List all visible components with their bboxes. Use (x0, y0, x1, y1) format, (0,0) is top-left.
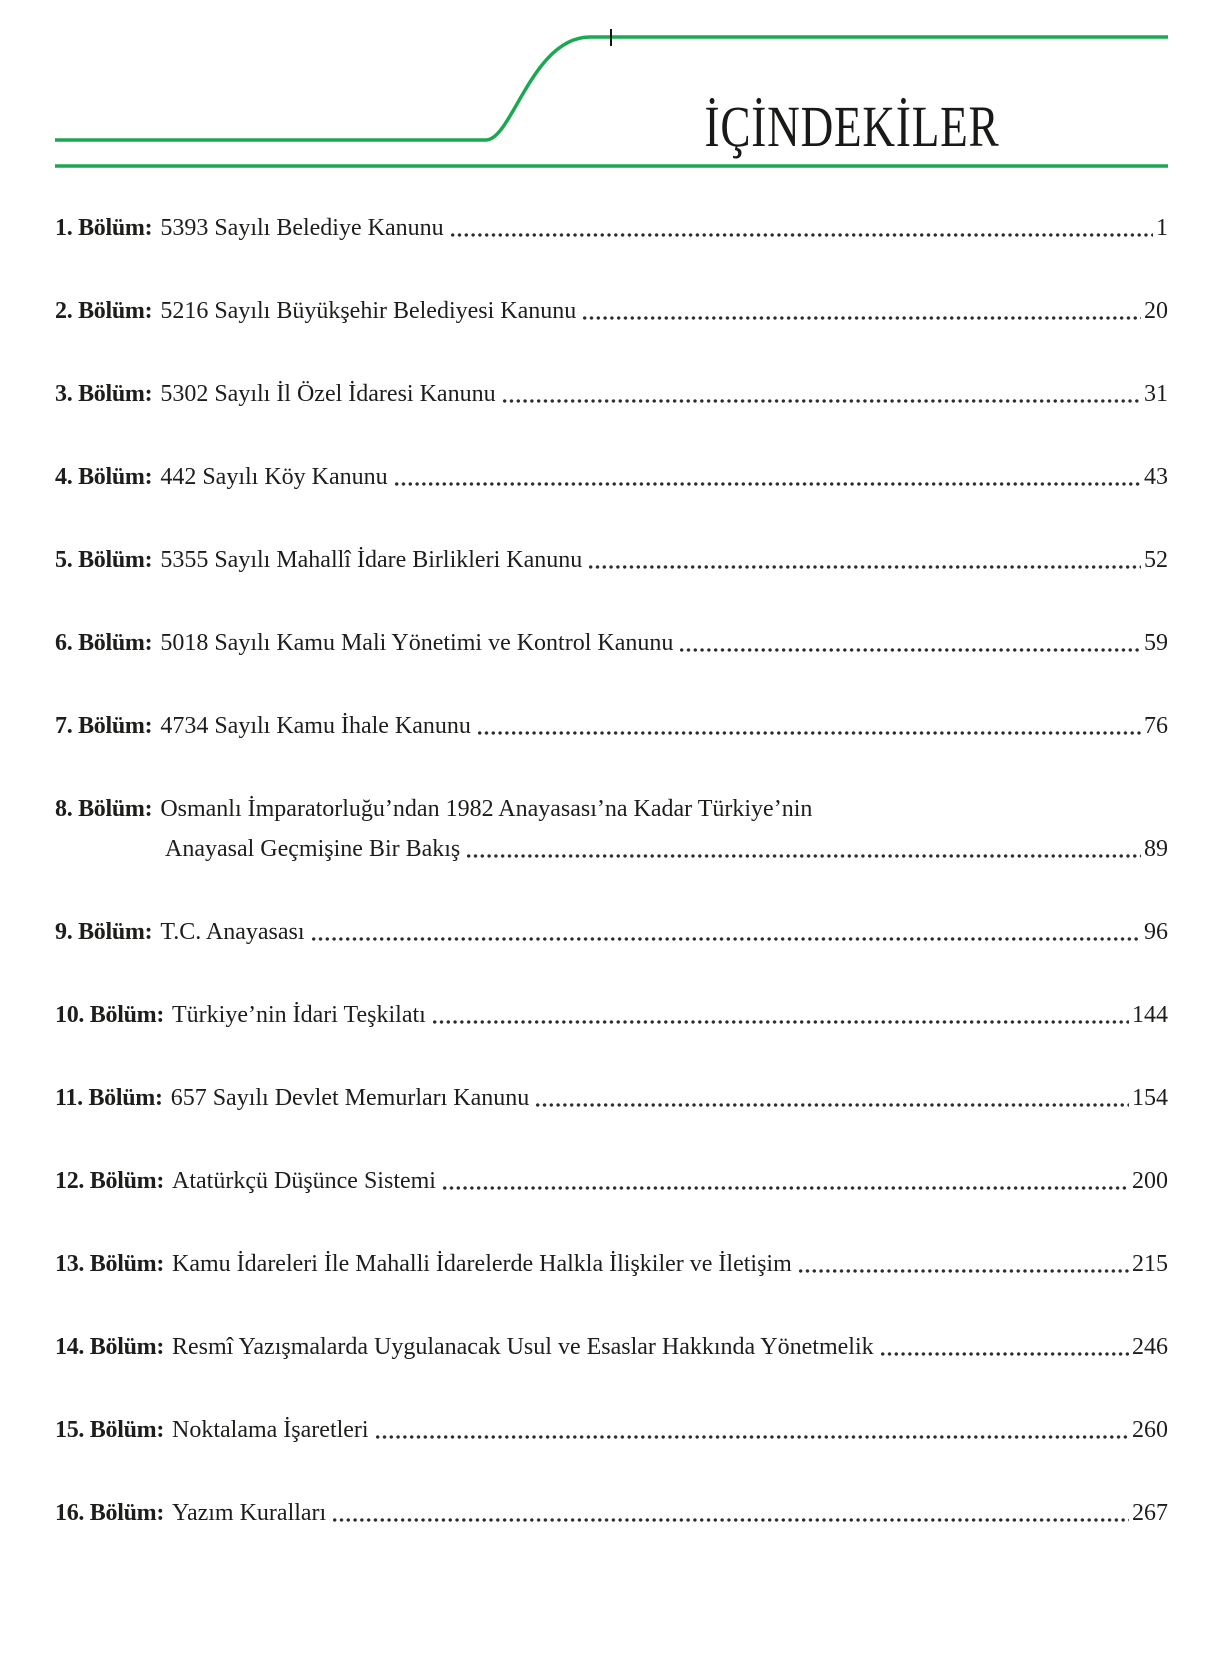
toc-entry-line1 (55, 1333, 1168, 1361)
entry-label: 1. Bölüm: (55, 215, 153, 241)
dot-leader (881, 1352, 1129, 1356)
toc-entry-line1 (55, 214, 1168, 242)
toc-entry (55, 629, 1168, 657)
entry-title: 5355 Sayılı Mahallî İdare Birlikleri Kanunu (160, 547, 583, 573)
entry-page-number: 89 (1144, 836, 1168, 862)
toc-entry-line1 (55, 1499, 1168, 1527)
toc-entry-line1 (55, 1084, 1168, 1112)
toc-entry (55, 712, 1168, 740)
entry-label: 7. Bölüm: (55, 713, 153, 739)
entry-title: 5018 Sayılı Kamu Mali Yönetimi ve Kontrol Kanunu (160, 630, 674, 656)
entry-page-number: 154 (1132, 1085, 1168, 1111)
toc-entry-line1 (55, 1167, 1168, 1195)
entry-title: 4734 Sayılı Kamu İhale Kanunu (160, 713, 471, 739)
dot-leader (478, 731, 1141, 735)
dot-leader (589, 565, 1141, 569)
entry-page-number: 59 (1144, 630, 1168, 656)
entry-label: 4. Bölüm: (55, 464, 153, 490)
entry-label: 2. Bölüm: (55, 298, 153, 324)
toc-entry-line1 (55, 629, 1168, 657)
dot-leader (333, 1518, 1129, 1522)
page-title: İÇİNDEKİLER (704, 94, 1000, 159)
entry-title: Atatürkçü Düşünce Sistemi (172, 1168, 436, 1194)
dot-leader (467, 854, 1141, 858)
entry-label: 12. Bölüm: (55, 1168, 165, 1194)
toc-entry (55, 380, 1168, 408)
entry-page-number: 96 (1144, 919, 1168, 945)
dot-leader (451, 233, 1153, 237)
entry-label: 5. Bölüm: (55, 547, 153, 573)
entry-title: Osmanlı İmparatorluğu’ndan 1982 Anayasası’na Kadar Türkiye’nin (160, 796, 813, 822)
registration-tick-icon (610, 29, 612, 46)
entry-title: Resmî Yazışmalarda Uygulanacak Usul ve Esaslar Hakkında Yönetmelik (172, 1334, 874, 1360)
toc-entry-line1 (55, 297, 1168, 325)
toc-entry (55, 1416, 1168, 1444)
entry-title: Yazım Kuralları (172, 1500, 327, 1526)
toc-entry (55, 795, 1168, 863)
dot-leader (799, 1269, 1129, 1273)
entry-title: 5393 Sayılı Belediye Kanunu (160, 215, 444, 241)
toc-entry (55, 1084, 1168, 1112)
toc-entry-line1 (55, 1416, 1168, 1444)
entry-title: Noktalama İşaretleri (172, 1417, 369, 1443)
toc-entry (55, 1250, 1168, 1278)
entry-label: 15. Bölüm: (55, 1417, 165, 1443)
entry-page-number: 246 (1132, 1334, 1168, 1360)
toc-entry (55, 918, 1168, 946)
toc-entry (55, 297, 1168, 325)
entry-page-number: 52 (1144, 547, 1168, 573)
toc-list (55, 214, 1168, 1582)
entry-title: T.C. Anayasası (160, 919, 305, 945)
toc-entry-line1 (55, 918, 1168, 946)
dot-leader (503, 399, 1141, 403)
entry-page-number: 267 (1132, 1500, 1168, 1526)
entry-label: 8. Bölüm: (55, 796, 153, 822)
toc-entry-line1 (55, 1001, 1168, 1029)
toc-entry-line1 (55, 795, 1168, 823)
entry-page-number: 20 (1144, 298, 1168, 324)
toc-entry (55, 1333, 1168, 1361)
toc-entry-line1 (55, 1250, 1168, 1278)
toc-entry-line1 (55, 712, 1168, 740)
entry-page-number: 76 (1144, 713, 1168, 739)
dot-leader (443, 1186, 1129, 1190)
entry-title: 657 Sayılı Devlet Memurları Kanunu (170, 1085, 530, 1111)
entry-label: 9. Bölüm: (55, 919, 153, 945)
dot-leader (395, 482, 1141, 486)
entry-label: 3. Bölüm: (55, 381, 153, 407)
entry-page-number: 31 (1144, 381, 1168, 407)
entry-page-number: 260 (1132, 1417, 1168, 1443)
entry-title: 5216 Sayılı Büyükşehir Belediyesi Kanunu (160, 298, 577, 324)
entry-title-continued: Anayasal Geçmişine Bir Bakış (165, 836, 461, 862)
dot-leader (433, 1020, 1129, 1024)
dot-leader (312, 937, 1141, 941)
entry-label: 11. Bölüm: (55, 1085, 163, 1111)
toc-entry (55, 1001, 1168, 1029)
toc-entry-line1 (55, 546, 1168, 574)
entry-title: 5302 Sayılı İl Özel İdaresi Kanunu (160, 381, 496, 407)
entry-page-number: 200 (1132, 1168, 1168, 1194)
entry-page-number: 43 (1144, 464, 1168, 490)
entry-label: 14. Bölüm: (55, 1334, 165, 1360)
entry-label: 16. Bölüm: (55, 1500, 165, 1526)
entry-title: Kamu İdareleri İle Mahalli İdarelerde Halkla İlişkiler ve İletişim (172, 1251, 792, 1277)
dot-leader (583, 316, 1141, 320)
toc-entry-line1 (55, 380, 1168, 408)
toc-entry (55, 1499, 1168, 1527)
toc-entry-line1 (55, 463, 1168, 491)
entry-title: Türkiye’nin İdari Teşkilatı (172, 1002, 426, 1028)
toc-entry (55, 214, 1168, 242)
entry-label: 13. Bölüm: (55, 1251, 165, 1277)
entry-page-number: 1 (1156, 215, 1168, 241)
toc-entry (55, 463, 1168, 491)
dot-leader (536, 1103, 1129, 1107)
dot-leader (376, 1435, 1129, 1439)
entry-page-number: 144 (1132, 1002, 1168, 1028)
entry-page-number: 215 (1132, 1251, 1168, 1277)
toc-entry (55, 1167, 1168, 1195)
entry-title: 442 Sayılı Köy Kanunu (160, 464, 388, 490)
header-swoosh-lines (0, 0, 1230, 180)
entry-label: 6. Bölüm: (55, 630, 153, 656)
toc-entry (55, 546, 1168, 574)
entry-label: 10. Bölüm: (55, 1002, 165, 1028)
toc-entry-line2 (55, 835, 1168, 863)
dot-leader (680, 648, 1141, 652)
